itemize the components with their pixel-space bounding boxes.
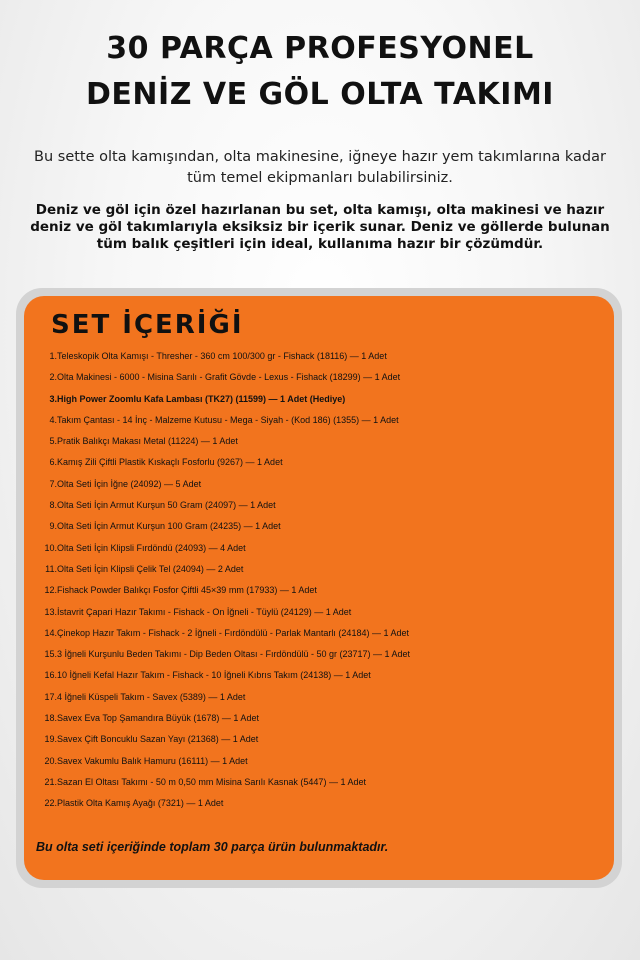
list-item-text: Olta Seti İçin İğne (24092) — 5 Adet [57,478,202,489]
description-text: Deniz ve göl için özel hazırlanan bu set, olta kamışı, olta makinesi ve hazır deniz ve göl takımlarıyla eksiksiz bir içerik sunar. Deniz ve göllerde bulunan tüm balık çeşitleri için ideal, kullanıma hazır bir çözümdür. [30,202,610,252]
list-item [24,452,614,473]
list-item-text: Pratik Balıkçı Makası Metal (11224) — 1 Adet [57,436,238,447]
list-item-text: Savex Eva Top Şamandıra Büyük (1678) — 1 Adet [57,713,259,724]
total-pieces-note: Bu olta seti içeriğinde toplam 30 parça ürün bulunmaktadır. [36,840,389,854]
list-item [24,729,614,750]
list-item-text: Olta Seti İçin Klipsli Fırdöndü (24093) — 4 Adet [57,542,246,553]
list-item-text: İstavrit Çapari Hazır Takımı - Fishack - On İğneli - Tüylü (24129) — 1 Adet [57,606,352,617]
list-item-number: 17. [44,691,57,702]
list-item-text: Olta Seti İçin Armut Kurşun 50 Gram (24097) — 1 Adet [57,500,276,511]
list-item-number: 20. [44,755,57,766]
set-contents-list [24,346,614,815]
list-item-number: 7. [49,478,57,489]
list-item-text: Sazan El Oltası Takımı - 50 m 0,50 mm Misina Sarılı Kasnak (5447) — 1 Adet [57,776,366,787]
list-item [24,708,614,729]
list-item [24,602,614,623]
list-item-text: Olta Seti İçin Armut Kurşun 100 Gram (24235) — 1 Adet [57,521,281,532]
list-item-number: 22. [44,798,57,809]
list-item-number: 15. [44,649,57,660]
list-item-text: High Power Zoomlu Kafa Lambası (TK27) (11599) — 1 Adet (Hediye) [57,393,346,404]
list-item-text: 3 İğneli Kurşunlu Beden Takımı - Dip Beden Oltası - Fırdöndülü - 50 gr (23717) — 1 Adet [57,649,411,660]
list-item [24,516,614,537]
list-item [24,367,614,388]
list-item-number: 9. [49,521,57,532]
list-item-number: 2. [49,372,57,383]
list-item-number: 21. [44,776,57,787]
list-item [24,389,614,410]
list-item-number: 12. [44,585,57,596]
list-item-text: Plastik Olta Kamış Ayağı (7321) — 1 Adet [57,798,224,809]
list-item-number: 8. [49,500,57,511]
list-item [24,687,614,708]
list-item [24,751,614,772]
list-item-number: 4. [49,414,57,425]
list-item [24,346,614,367]
list-item [24,538,614,559]
list-item [24,772,614,793]
list-item [24,644,614,665]
list-item [24,474,614,495]
page-title-line-1: 30 PARÇA PROFESYONEL [106,31,534,66]
list-item [24,410,614,431]
list-item-number: 13. [44,606,57,617]
list-item-number: 18. [44,713,57,724]
intro-text: Bu sette olta kamışından, olta makinesine, iğneye hazır yem takımlarına kadar tüm temel ekipmanları bulabilirsiniz. [34,149,606,186]
list-item [24,623,614,644]
list-item-text: 10 İğneli Kefal Hazır Takım - Fishack - 10 İğneli Kıbrıs Takım (24138) — 1 Adet [57,670,371,681]
set-contents-panel [24,296,614,880]
list-item-text: Çinekop Hazır Takım - Fishack - 2 İğneli - Fırdöndülü - Parlak Mantarlı (24184) — 1 Adet [57,627,409,638]
list-item-text: Fishack Powder Balıkçı Fosfor Çiftli 45×39 mm (17933) — 1 Adet [57,585,317,596]
list-item-number: 16. [44,670,57,681]
list-item [24,431,614,452]
list-item [24,580,614,601]
set-contents-title: SET İÇERİĞİ [51,310,244,340]
list-item-text: Teleskopik Olta Kamışı - Thresher - 360 cm 100/300 gr - Fishack (18116) — 1 Adet [57,351,387,361]
list-item-number: 5. [49,436,57,447]
list-item-text: Olta Makinesi - 6000 - Misina Sarılı - Grafit Gövde - Lexus - Fishack (18299) — 1 Adet [57,372,401,383]
list-item-text: Kamış Zili Çiftli Plastik Kıskaçlı Fosforlu (9267) — 1 Adet [57,457,283,468]
list-item [24,559,614,580]
list-item-number: 1. [49,351,57,361]
list-item [24,793,614,814]
list-item-text: Olta Seti İçin Klipsli Çelik Tel (24094) — 2 Adet [57,563,244,574]
list-item-number: 14. [44,627,57,638]
list-item-number: 10. [44,542,57,553]
list-item-number: 3. [49,393,57,404]
list-item-text: Savex Çift Boncuklu Sazan Yayı (21368) — 1 Adet [57,734,259,745]
list-item-number: 6. [49,457,57,468]
page-title-line-2: DENİZ VE GÖL OLTA TAKIMI [86,77,554,112]
list-item-text: 4 İğneli Küspeli Takım - Savex (5389) — 1 Adet [57,691,246,702]
list-item-text: Savex Vakumlu Balık Hamuru (16111) — 1 Adet [57,755,248,766]
list-item [24,665,614,686]
list-item [24,495,614,516]
list-item-text: Takım Çantası - 14 İnç - Malzeme Kutusu - Mega - Siyah - (Kod 186) (1355) — 1 Adet [57,414,399,425]
list-item-number: 11. [45,563,57,574]
list-item-number: 19. [44,734,57,745]
